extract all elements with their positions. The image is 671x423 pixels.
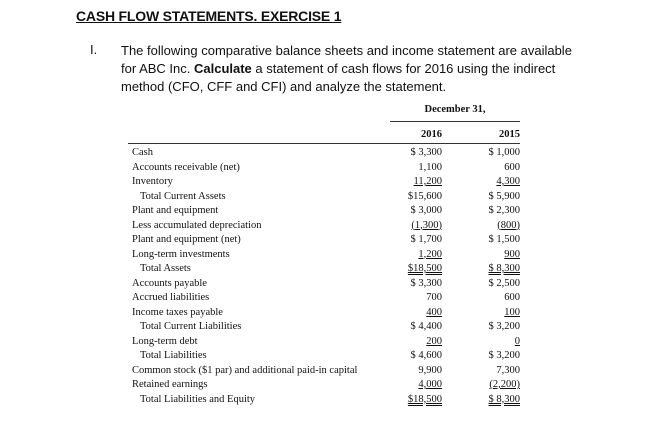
row-label: Total Current Liabilities [140,321,242,332]
row-label: Accrued liabilities [132,292,210,303]
period-header-rule [390,121,520,122]
balance-sheet-table [128,96,520,411]
value-2015: 900 [504,248,520,260]
value-2015: 7,300 [496,364,520,376]
row-label: Total Current Assets [140,190,226,202]
value-2015: $ 8,300 [488,393,520,405]
row-label: Total Liabilities [140,350,207,361]
column-header-rule [128,143,520,144]
value-2016: 1,200 [418,248,442,260]
value-2015: $ 1,000 [488,147,520,158]
value-2015: 600 [504,292,520,303]
value-2015: 600 [504,161,520,173]
value-2015: 100 [504,306,520,318]
period-header: December 31, [424,104,486,115]
value-2015: $ 8,300 [488,263,520,274]
value-2016: 400 [426,306,442,318]
value-2016: $ 3,300 [410,277,442,289]
value-2015: $ 3,200 [488,350,520,361]
row-label: Long-term debt [132,335,198,347]
value-2016: 9,900 [418,364,442,376]
value-2016: $18,500 [407,263,442,274]
value-2015: 0 [514,335,520,347]
row-label: Retained earnings [132,379,208,390]
value-2016: 1,100 [418,161,442,173]
row-label: Cash [132,147,153,158]
value-2015: $ 1,500 [488,234,520,245]
row-label: Common stock ($1 par) and additional paid-in capital [132,364,358,376]
value-2016: 700 [426,292,442,303]
value-2016: $ 1,700 [410,234,442,245]
row-label: Accounts payable [132,277,207,289]
page-heading: CASH FLOW STATEMENTS. EXERCISE 1 [76,8,342,24]
row-label: Less accumulated depreciation [132,219,262,231]
row-label: Total Liabilities and Equity [140,393,256,405]
column-header-2015: 2015 [499,129,520,140]
row-label: Inventory [132,176,173,187]
row-label: Plant and equipment [132,205,219,216]
instruction-line-2 [121,60,641,78]
value-2016: $ 4,600 [410,350,442,361]
value-2016: 200 [426,335,442,347]
value-2016: $ 3,300 [410,147,442,158]
exercise-instructions [121,42,641,96]
value-2015: $ 2,500 [488,277,520,289]
row-label: Plant and equipment (net) [132,234,241,245]
instruction-line-3: method (CFO, CFF and CFI) and analyze the statement. [121,79,447,94]
instruction-line-1: The following comparative balance sheets and income statement are available [121,43,572,58]
exercise-numeral: I. [90,42,98,57]
value-2016: $15,600 [407,190,442,202]
row-label: Long-term investments [132,248,230,260]
row-label: Total Assets [140,263,191,274]
instruction-line-2-prefix: for ABC Inc. [121,61,194,76]
value-2016: $18,500 [407,393,442,405]
row-label: Accounts receivable (net) [132,161,240,173]
row-label: Income taxes payable [132,306,223,318]
value-2016: (1,300) [411,219,442,231]
value-2015: $ 5,900 [488,190,520,202]
column-header-2016: 2016 [421,129,442,140]
value-2015: $ 3,200 [488,321,520,332]
value-2016: 11,200 [413,176,442,187]
instruction-line-2-suffix: a statement of cash flows for 2016 using the indirect [251,61,556,76]
value-2015: (800) [497,219,520,231]
value-2016: $ 4,400 [410,321,442,332]
value-2015: $ 2,300 [488,205,520,216]
value-2016: 4,000 [418,379,442,390]
value-2015: 4,300 [496,176,520,187]
value-2015: (2,200) [489,379,520,390]
value-2016: $ 3,000 [410,205,442,216]
instruction-keyword: Calculate [193,61,252,76]
